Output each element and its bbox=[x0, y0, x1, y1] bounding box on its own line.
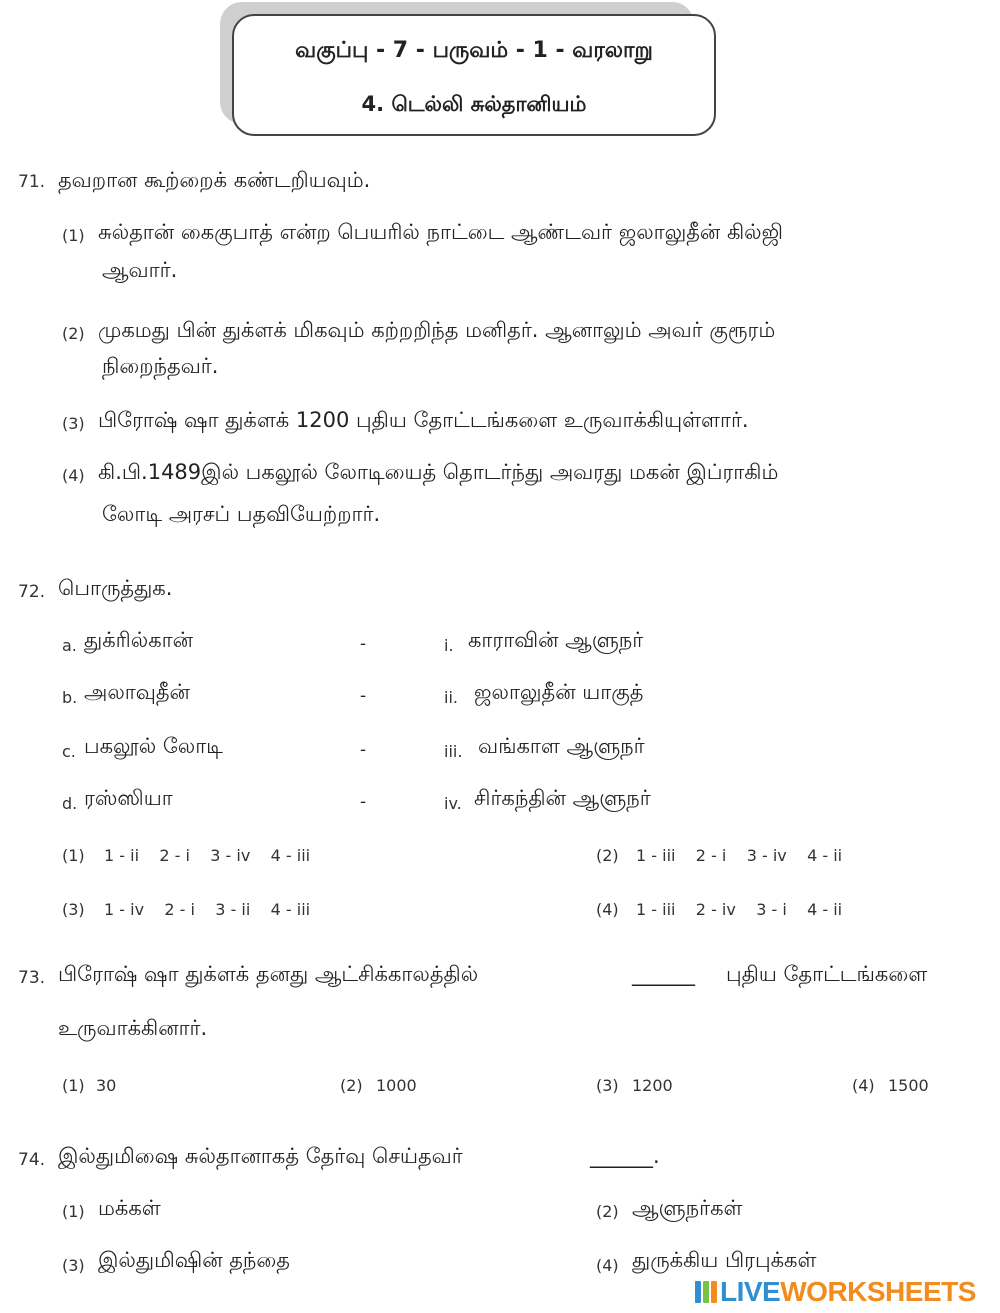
q72-choice-4-number: (4) bbox=[596, 900, 619, 919]
question-73-blank[interactable]: ______ bbox=[632, 962, 695, 986]
match-left-key-c: c. bbox=[62, 742, 76, 761]
question-74-number: 74. bbox=[18, 1150, 46, 1170]
q73-choice-2-number: (2) bbox=[340, 1076, 363, 1095]
q74-choice-3-number: (3) bbox=[62, 1256, 85, 1275]
q71-option-4-line1: கி.பி.1489இல் பகலூல் லோடியைத் தொடர்ந்து அவரது மகன் இப்ராகிம் bbox=[98, 460, 779, 484]
match-right-key-iii: iii. bbox=[444, 742, 463, 761]
q74-choice-4-text: துருக்கிய பிரபுக்கள் bbox=[632, 1248, 817, 1272]
chapter-title: 4. டெல்லி சுல்தானியம் bbox=[361, 92, 587, 116]
q74-choice-2-number: (2) bbox=[596, 1202, 619, 1221]
q73-choice-4-text: 1500 bbox=[888, 1076, 929, 1095]
q71-option-2-line1: முகமது பின் துக்ளக் மிகவும் கற்றறிந்த மனிதர். ஆனாலும் அவர் குரூரம் bbox=[98, 318, 776, 342]
q71-option-4-line2: லோடி அரசப் பதவியேற்றார். bbox=[102, 502, 381, 526]
match-dash: - bbox=[360, 686, 367, 706]
q73-choice-3-number: (3) bbox=[596, 1076, 619, 1095]
match-left-key-d: d. bbox=[62, 794, 78, 813]
q74-choice-3-text: இல்துமிஷின் தந்தை bbox=[98, 1248, 290, 1272]
match-right-key-iv: iv. bbox=[444, 794, 462, 813]
question-73-text-before: பிரோஷ் ஷா துக்ளக் தனது ஆட்சிக்காலத்தில் bbox=[58, 962, 479, 986]
question-72-number: 72. bbox=[18, 582, 46, 602]
q72-choice-1-text: 1 - ii 2 - i 3 - iv 4 - iii bbox=[104, 846, 311, 865]
q74-choice-4-number: (4) bbox=[596, 1256, 619, 1275]
q72-choice-2-text: 1 - iii 2 - i 3 - iv 4 - ii bbox=[636, 846, 843, 865]
q73-choice-1-text: 30 bbox=[96, 1076, 117, 1095]
question-71-text: தவறான கூற்றைக் கண்டறியவும். bbox=[58, 168, 371, 192]
question-73-text-after: புதிய தோட்டங்களை bbox=[726, 962, 928, 986]
q71-option-1-number: (1) bbox=[62, 226, 85, 245]
match-right-key-i: i. bbox=[444, 636, 454, 655]
liveworksheets-logo bbox=[694, 1277, 976, 1307]
question-74-text: இல்துமிஷை சுல்தானாகத் தேர்வு செய்தவர் bbox=[58, 1144, 463, 1168]
match-right-item-iii: வங்காள ஆளுநர் bbox=[478, 734, 645, 758]
q72-choice-3-number: (3) bbox=[62, 900, 85, 919]
match-dash: - bbox=[360, 792, 367, 812]
match-dash: - bbox=[360, 740, 367, 760]
match-left-key-b: b. bbox=[62, 688, 78, 707]
match-right-item-ii: ஜலாலுதீன் யாகுத் bbox=[474, 680, 644, 704]
question-71-number: 71. bbox=[18, 172, 46, 192]
q71-option-1-line1: சுல்தான் கைகுபாத் என்ற பெயரில் நாட்டை ஆண்டவர் ஜலாலுதீன் கில்ஜி bbox=[98, 220, 783, 244]
match-dash: - bbox=[360, 634, 367, 654]
q74-choice-2-text: ஆளுநர்கள் bbox=[632, 1196, 743, 1220]
question-73-number: 73. bbox=[18, 968, 46, 988]
q71-option-2-number: (2) bbox=[62, 324, 85, 343]
q72-choice-4-text: 1 - iii 2 - iv 3 - i 4 - ii bbox=[636, 900, 843, 919]
q72-choice-3-text: 1 - iv 2 - i 3 - ii 4 - iii bbox=[104, 900, 311, 919]
title-box bbox=[232, 14, 716, 136]
match-right-item-i: காராவின் ஆளுநர் bbox=[468, 628, 644, 652]
q73-choice-1-number: (1) bbox=[62, 1076, 85, 1095]
q71-option-1-line2: ஆவார். bbox=[102, 258, 178, 282]
q73-choice-4-number: (4) bbox=[852, 1076, 875, 1095]
q71-option-2-line2: நிறைந்தவர். bbox=[102, 354, 219, 378]
q72-choice-1-number: (1) bbox=[62, 846, 85, 865]
worksheet-class-title: வகுப்பு - 7 - பருவம் - 1 - வரலாறு bbox=[295, 38, 653, 63]
q71-option-3-number: (3) bbox=[62, 414, 85, 433]
q73-choice-2-text: 1000 bbox=[376, 1076, 417, 1095]
match-left-item-d: ரஸ்ஸியா bbox=[84, 786, 173, 810]
q74-choice-1-text: மக்கள் bbox=[98, 1196, 161, 1220]
liveworksheets-logo-icon bbox=[694, 1279, 718, 1305]
q71-option-4-number: (4) bbox=[62, 466, 85, 485]
match-left-item-b: அலாவுதீன் bbox=[84, 680, 190, 704]
question-73-line2: உருவாக்கினார். bbox=[58, 1016, 208, 1040]
question-74-blank[interactable]: ______. bbox=[590, 1144, 660, 1168]
q71-option-3-line1: பிரோஷ் ஷா துக்ளக் 1200 புதிய தோட்டங்களை உருவாக்கியுள்ளார். bbox=[98, 408, 749, 432]
question-72-text: பொருத்துக. bbox=[58, 576, 173, 600]
match-right-item-iv: சிர்கந்தின் ஆளுநர் bbox=[474, 786, 651, 810]
q72-choice-2-number: (2) bbox=[596, 846, 619, 865]
liveworksheets-wordmark: LIVEWORKSHEETS bbox=[720, 1276, 976, 1307]
match-right-key-ii: ii. bbox=[444, 688, 458, 707]
match-left-key-a: a. bbox=[62, 636, 77, 655]
q74-choice-1-number: (1) bbox=[62, 1202, 85, 1221]
match-left-item-a: துக்ரில்கான் bbox=[84, 628, 193, 652]
match-left-item-c: பகலூல் லோடி bbox=[84, 734, 223, 758]
q73-choice-3-text: 1200 bbox=[632, 1076, 673, 1095]
